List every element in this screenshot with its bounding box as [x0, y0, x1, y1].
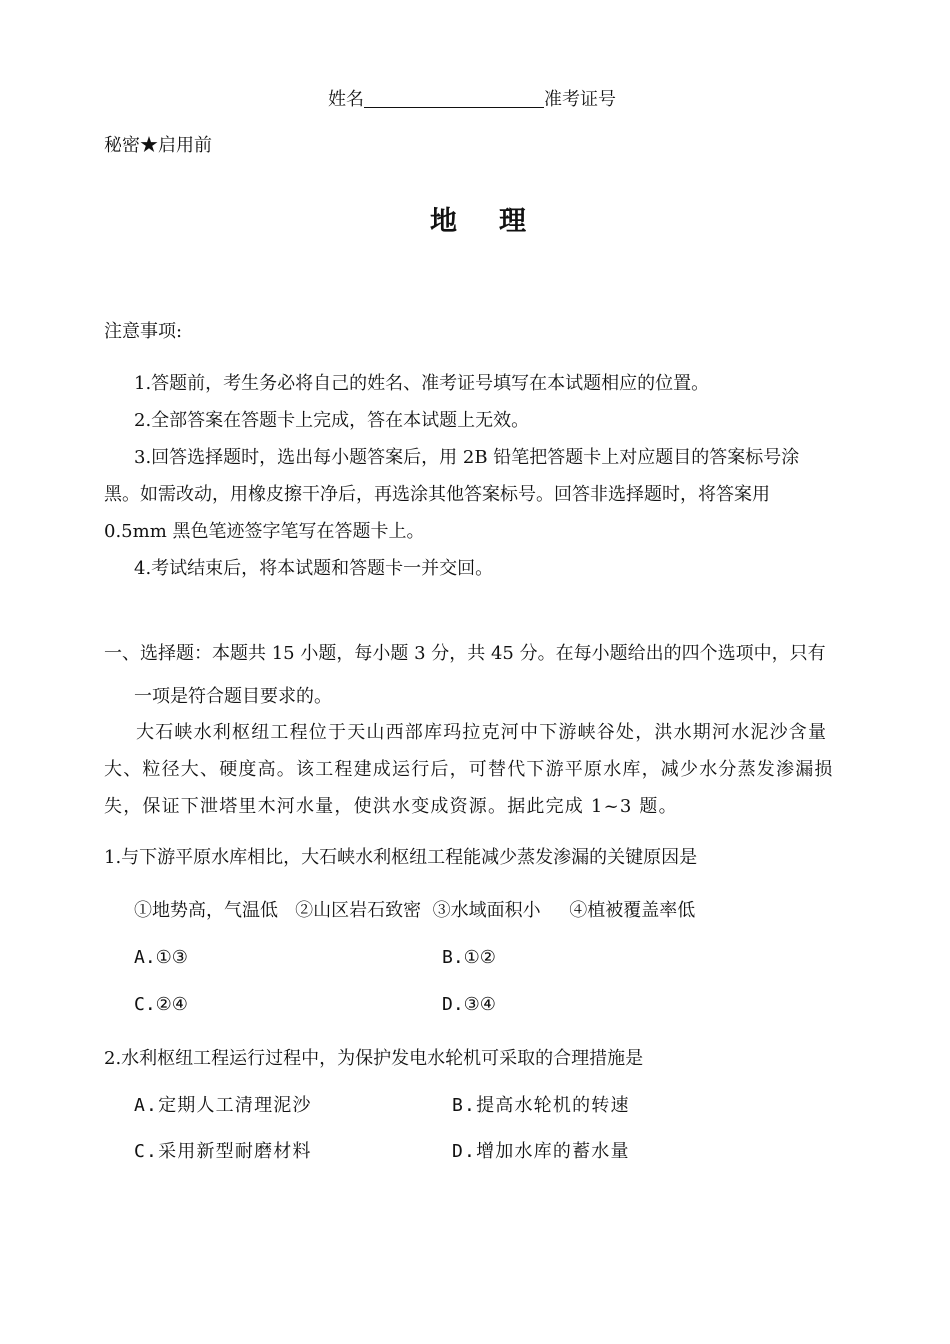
- question-1-option-a[interactable]: A.①③: [134, 947, 188, 968]
- question-1-statements: ①地势高，气温低 ②山区岩石致密 ③水域面积小 ④植被覆盖率低: [134, 900, 696, 921]
- question-1-stem: 1.与下游平原水库相比，大石峡水利枢纽工程能减少蒸发渗漏的关键原因是: [104, 847, 698, 868]
- question-1-option-c[interactable]: C.②④: [134, 994, 188, 1015]
- section-heading-line-1: 一、选择题：本题共 15 小题，每小题 3 分，共 45 分。在每小题给出的四个选项中，只有: [104, 643, 826, 664]
- question-2-stem: 2.水利枢纽工程运行过程中，为保护发电水轮机可采取的合理措施是: [104, 1048, 644, 1069]
- passage-line-3: 失，保证下泄塔里木河水量，使洪水变成资源。据此完成 1~3 题。: [104, 796, 678, 817]
- notice-heading: 注意事项:: [104, 321, 183, 342]
- question-1-option-d[interactable]: D.③④: [442, 994, 496, 1015]
- passage-line-2: 大、粒径大、硬度高。该工程建成运行后，可替代下游平原水库，减少水分蒸发渗漏损: [104, 759, 834, 780]
- notice-item-4: 4.考试结束后，将本试题和答题卡一并交回。: [134, 558, 494, 579]
- title-char-2: 理: [499, 206, 528, 237]
- question-1-option-b[interactable]: B.①②: [442, 947, 496, 968]
- section-heading-line-2: 一项是符合题目要求的。: [134, 686, 332, 707]
- exam-number-label: 准考证号: [544, 89, 616, 110]
- title-char-1: 地: [430, 206, 459, 237]
- question-2-option-c[interactable]: C.采用新型耐磨材料: [134, 1141, 312, 1162]
- notice-item-3-line-1: 3.回答选择题时，选出每小题答案后，用 2B 铅笔把答题卡上对应题目的答案标号涂: [134, 447, 800, 468]
- question-2-option-a[interactable]: A.定期人工清理泥沙: [134, 1095, 312, 1116]
- notice-item-1: 1.答题前，考生务必将自己的姓名、准考证号填写在本试题相应的位置。: [134, 373, 710, 394]
- notice-item-3-line-3: 0.5mm 黑色笔迹签字笔写在答题卡上。: [104, 521, 425, 542]
- name-label: 姓名: [328, 89, 364, 110]
- candidate-info-line: [328, 88, 616, 112]
- question-2-option-b[interactable]: B.提高水轮机的转速: [452, 1095, 630, 1116]
- question-2-option-d[interactable]: D.增加水库的蓄水量: [452, 1141, 630, 1162]
- secret-mark: 秘密★启用前: [104, 135, 212, 156]
- exam-title: [430, 206, 528, 238]
- notice-item-2: 2.全部答案在答题卡上完成，答在本试题上无效。: [134, 410, 530, 431]
- name-blank-field[interactable]: [364, 89, 544, 108]
- notice-item-3-line-2: 黑。如需改动，用橡皮擦干净后，再选涂其他答案标号。回答非选择题时，将答案用: [104, 484, 770, 505]
- passage-line-1: 大石峡水利枢纽工程位于天山西部库玛拉克河中下游峡谷处，洪水期河水泥沙含量: [136, 722, 828, 743]
